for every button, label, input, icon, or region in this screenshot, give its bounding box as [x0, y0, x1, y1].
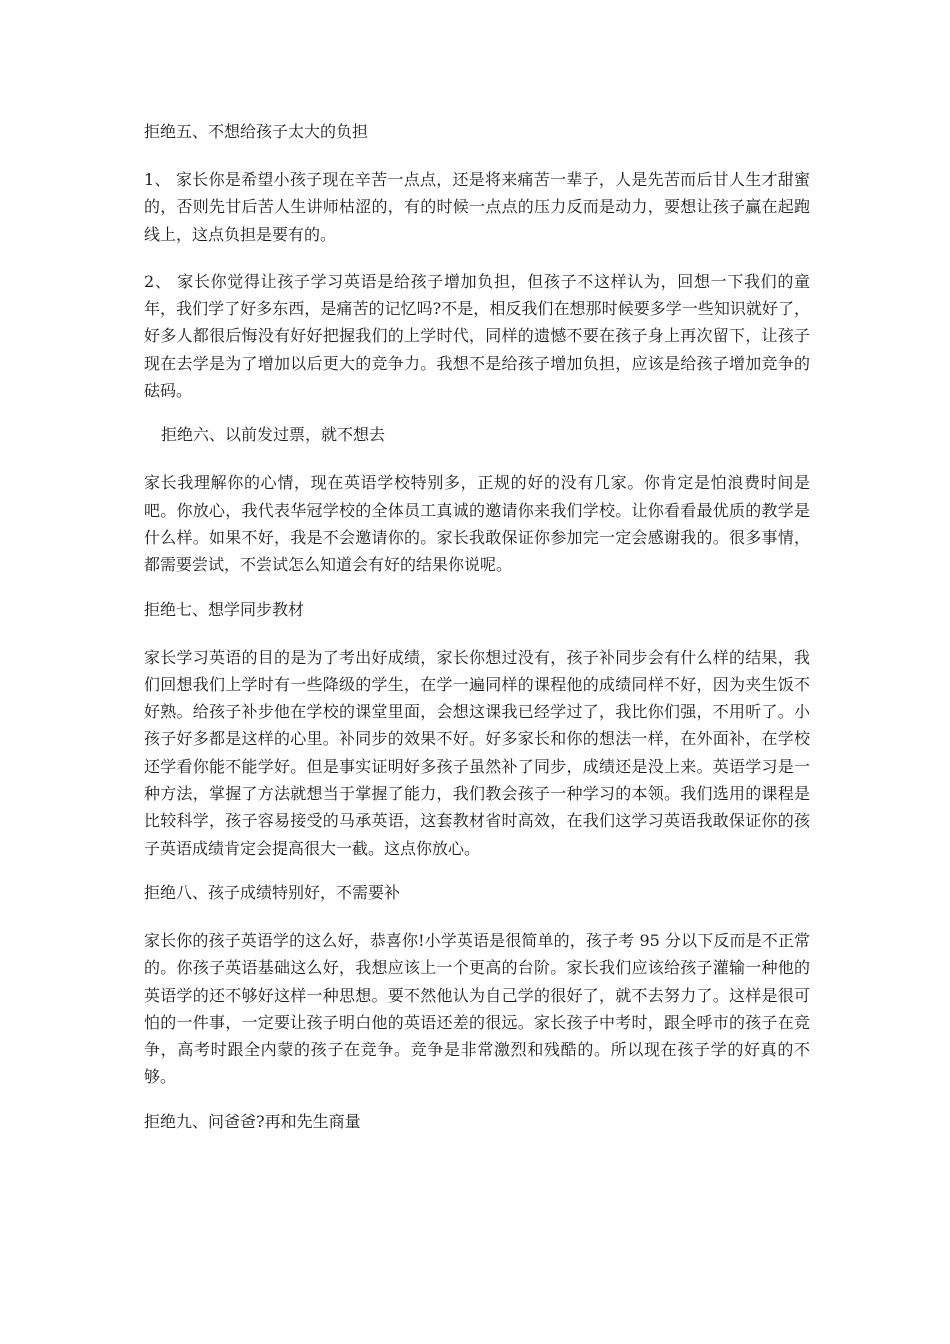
document-page: [144, 121, 810, 1156]
section-7-paragraph-1: 家长学习英语的目的是为了考出好成绩，家长你想过没有，孩子补同步会有什么样的结果，我们回想我们上学时有一些降级的学生，在学一遍同样的课程他的成绩同样不好，因为夹生饭不好熟。给孩子补步他在学校的课堂里面，会想这课我已经学过了，我比你们强，不用听了。小孩子好多都是这样的心里。补同步的效果不好。好多家长和你的想法一样，在外面补，在学校还学看你能不能学好。但是事实证明好多孩子虽然补了同步，成绩还是没上来。英语学习是一种方法，掌握了方法就想当于掌握了能力，我们教会孩子一种学习的本领。我们选用的课程是比较科学，孩子容易接受的马承英语，这套教材省时高效，在我们这学习英语我敢保证你的孩子英语成绩肯定会提高很大一截。这点你放心。: [144, 647, 810, 858]
section-heading-5: 拒绝五、不想给孩子太大的负担: [144, 122, 369, 141]
section-heading-7: 拒绝七、想学同步教材: [144, 599, 305, 619]
section-5-paragraph-2: 2、 家长你觉得让孩子学习英语是给孩子增加负担，但孩子不这样认为，回想一下我们的童年，我们学了好多东西，是痛苦的记忆吗?不是，相反我们在想那时候要多学一些知识就好了，好多人都很后悔没有好好把握我们的上学时代，同样的遗憾不要在孩子身上再次留下，让孩子现在去学是为了增加以后更大的竞争力。我想不是给孩子增加负担，应该是给孩子增加竞争的砝码。: [144, 271, 810, 401]
section-5-paragraph-1: 1、 家长你是希望小孩子现在辛苦一点点，还是将来痛苦一辈子，人是先苦而后甘人生才甜蜜的，否则先甘后苦人生讲师枯涩的，有的时候一点点的压力反而是动力，要想让孩子赢在起跑线上，这点负担是要有的。: [144, 170, 810, 244]
section-8-paragraph-1: 家长你的孩子英语学的这么好，恭喜你!小学英语是很简单的，孩子考 95 分以下反而是不正常的。你孩子英语基础这么好，我想应该上一个更高的台阶。家长我们应该给孩子灌输一种他的英语学的还不够好这样一种思想。要不然他认为自己学的很好了，就不去努力了。这样是很可怕的一件事，一定要让孩子明白他的英语还差的很远。家长孩子中考时，跟全呼市的孩子在竞争，高考时跟全内蒙的孩子在竞争。竞争是非常激烈和残酷的。所以现在孩子学的好真的不够。: [144, 930, 810, 1087]
section-6-paragraph-1: 家长我理解你的心情，现在英语学校特别多，正规的好的没有几家。你肯定是怕浪费时间是吧。你放心，我代表华冠学校的全体员工真诚的邀请你来我们学校。让你看看最优质的教学是什么样。如果不好，我是不会邀请你的。家长我敢保证你参加完一定会感谢我的。很多事情，都需要尝试，不尝试怎么知道会有好的结果你说呢。: [144, 473, 810, 575]
section-heading-8: 拒绝八、孩子成绩特别好，不需要补: [144, 882, 401, 902]
section-heading-9: 拒绝九、问爸爸?再和先生商量: [144, 1111, 361, 1131]
section-heading-6: 拒绝六、以前发过票，就不想去: [161, 425, 386, 445]
